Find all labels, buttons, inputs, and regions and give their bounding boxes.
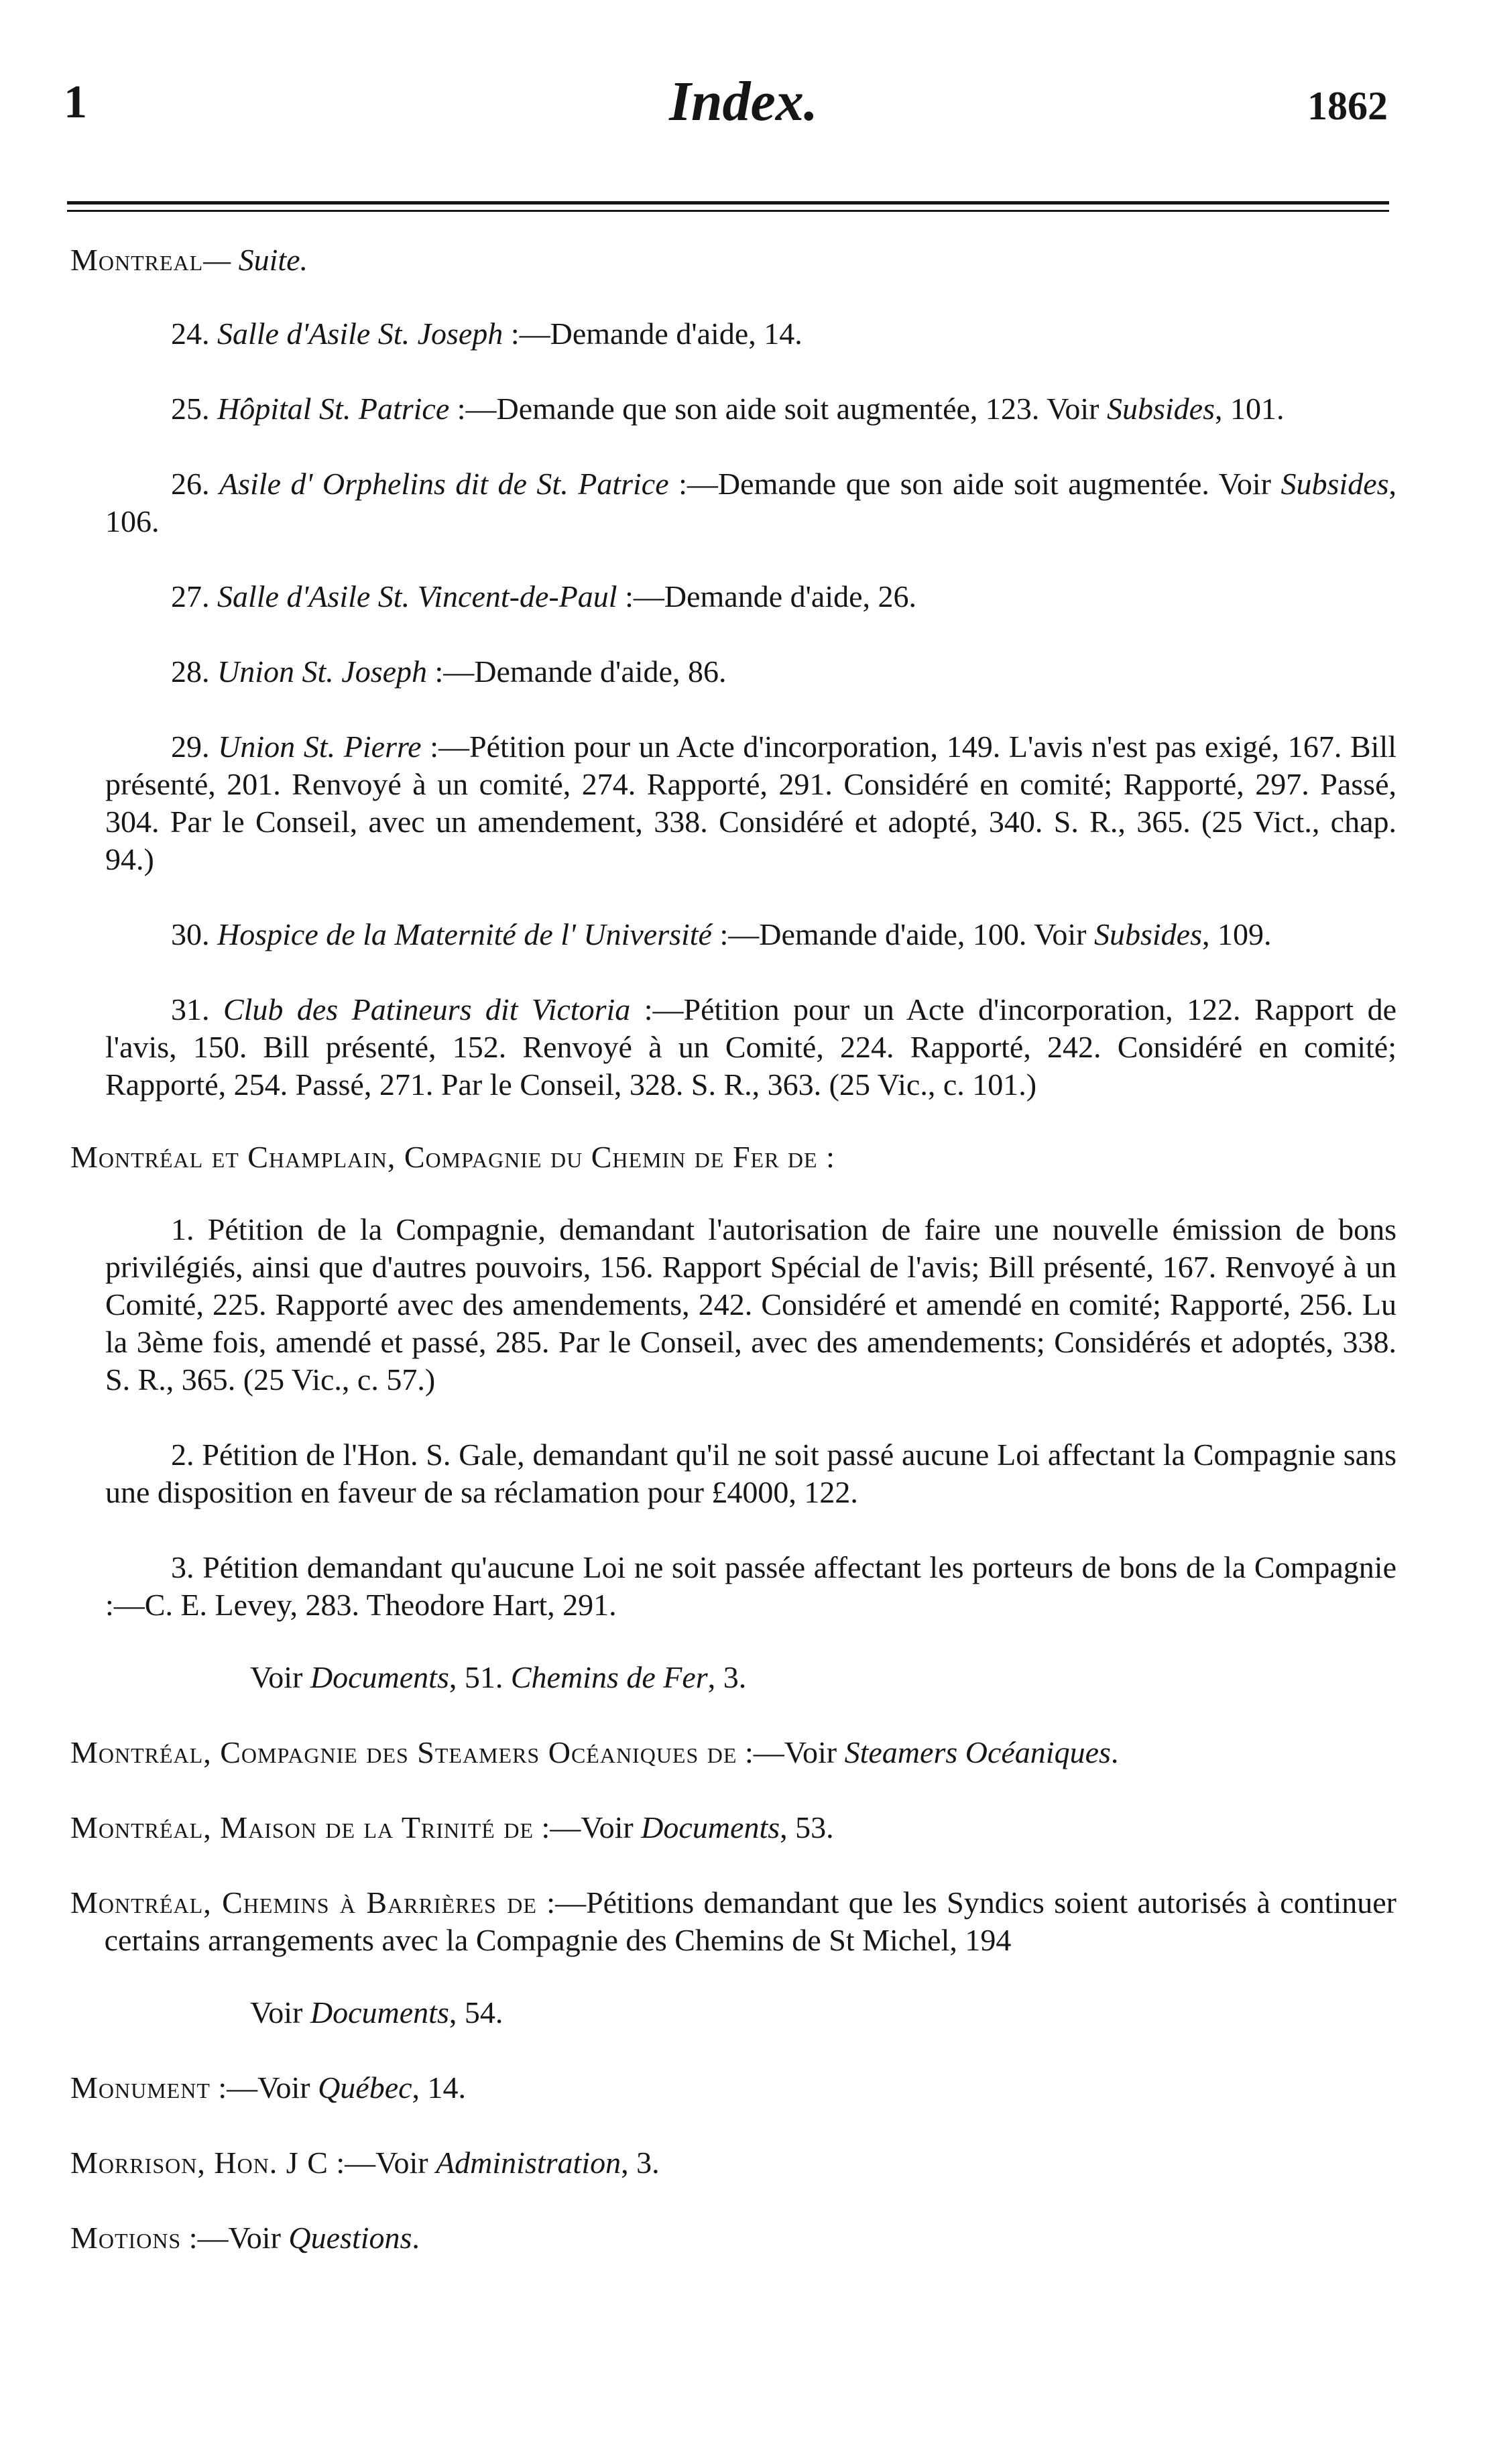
chemins-barrieres-voir: Voir Documents, 54. bbox=[250, 1995, 503, 2030]
entry-motions: Motions :—Voir Questions. bbox=[70, 2221, 420, 2255]
entry-27: 27. Salle d'Asile St. Vincent-de-Paul :—Demande d'aide, 26. bbox=[171, 579, 917, 613]
page-number: 1 bbox=[64, 76, 87, 128]
entry-26: 26. Asile d' Orphelins dit de St. Patrice :—Demande que son aide soit augmentée. Voir Subsides, 106. bbox=[105, 467, 1397, 538]
entry-maison-trinite: Montréal, Maison de la Trinité de :—Voir Documents, 53. bbox=[70, 1810, 834, 1844]
index-content bbox=[70, 241, 1396, 2257]
entry-monument: Monument :—Voir Québec, 14. bbox=[70, 2070, 467, 2105]
champlain-entry-2: 2. Pétition de l'Hon. S. Gale, demandant qu'il ne soit passé aucune Loi affectant la Compagnie sans une disposition en faveur de sa réclamation pour £4000, 122. bbox=[105, 1438, 1397, 1509]
entry-31: 31. Club des Patineurs dit Victoria :—Pétition pour un Acte d'incorporation, 122. Rapport de l'avis, 150. Bill présenté, 152. Renvoyé à un Comité, 224. Rapporté, 242. Considéré en comité; Rapporté, 254. Passé, 271. Par le Conseil, 328. S. R., 363. (25 Vic., c. 101.) bbox=[105, 992, 1396, 1102]
header-rule-bottom bbox=[67, 210, 1389, 212]
entry-29: 29. Union St. Pierre :—Pétition pour un Acte d'incorporation, 149. L'avis n'est pas exigé, 167. Bill présenté, 201. Renvoyé à un comité, 274. Rapporté, 291. Considéré en comité; Rapporté, 297. Passé, 304. Par le Conseil, avec un amendement, 338. Considéré et adopté, 340. S. R., 365. (25 Vict., chap. 94.) bbox=[105, 729, 1396, 876]
section-heading-montreal-champlain: Montréal et Champlain, Compagnie du Chemin de Fer de : bbox=[70, 1140, 835, 1174]
entry-steamers-oceaniques: Montréal, Compagnie des Steamers Océaniques de :—Voir Steamers Océaniques. bbox=[70, 1735, 1119, 1769]
entry-chemins-barrieres: Montréal, Chemins à Barrières de :—Pétitions demandant que les Syndics soient autorisés à continuer certains arrangements avec la Compagnie des Chemins de St Michel, 194 bbox=[70, 1885, 1397, 1957]
champlain-voir: Voir Documents, 51. Chemins de Fer, 3. bbox=[250, 1660, 747, 1694]
champlain-entry-3: 3. Pétition demandant qu'aucune Loi ne soit passée affectant les porteurs de bons de la Compagnie :—C. E. Levey, 283. Theodore Hart, 291. bbox=[105, 1550, 1396, 1622]
entry-25: 25. Hôpital St. Patrice :—Demande que son aide soit augmentée, 123. Voir Subsides, 101. bbox=[171, 392, 1285, 426]
page-year: 1862 bbox=[1307, 84, 1388, 128]
entry-24: 24. Salle d'Asile St. Joseph :—Demande d'aide, 14. bbox=[171, 316, 802, 351]
entry-morrison: Morrison, Hon. J C :—Voir Administration, 3. bbox=[70, 2146, 660, 2180]
page-title: Index. bbox=[669, 70, 818, 133]
entry-28: 28. Union St. Joseph :—Demande d'aide, 86. bbox=[171, 654, 727, 689]
header-rule-top bbox=[67, 201, 1389, 204]
champlain-entry-1: 1. Pétition de la Compagnie, demandant l'autorisation de faire une nouvelle émission de bons privilégiés, ainsi que d'autres pouvoirs, 156. Rapport Spécial de l'avis; Bill présenté, 167. Renvoyé à un Comité, 225. Rapporté avec des amendements, 242. Considéré et amendé en comité; Rapporté, 256. Lu la 3ème fois, amendé et passé, 285. Par le Conseil, avec des amendements; Considérés et adoptés, 338. S. R., 365. (25 Vic., c. 57.) bbox=[105, 1212, 1396, 1397]
section-heading-montreal: Montreal— Suite. bbox=[70, 243, 308, 277]
entry-30: 30. Hospice de la Maternité de l' Université :—Demande d'aide, 100. Voir Subsides, 109. bbox=[171, 917, 1272, 951]
